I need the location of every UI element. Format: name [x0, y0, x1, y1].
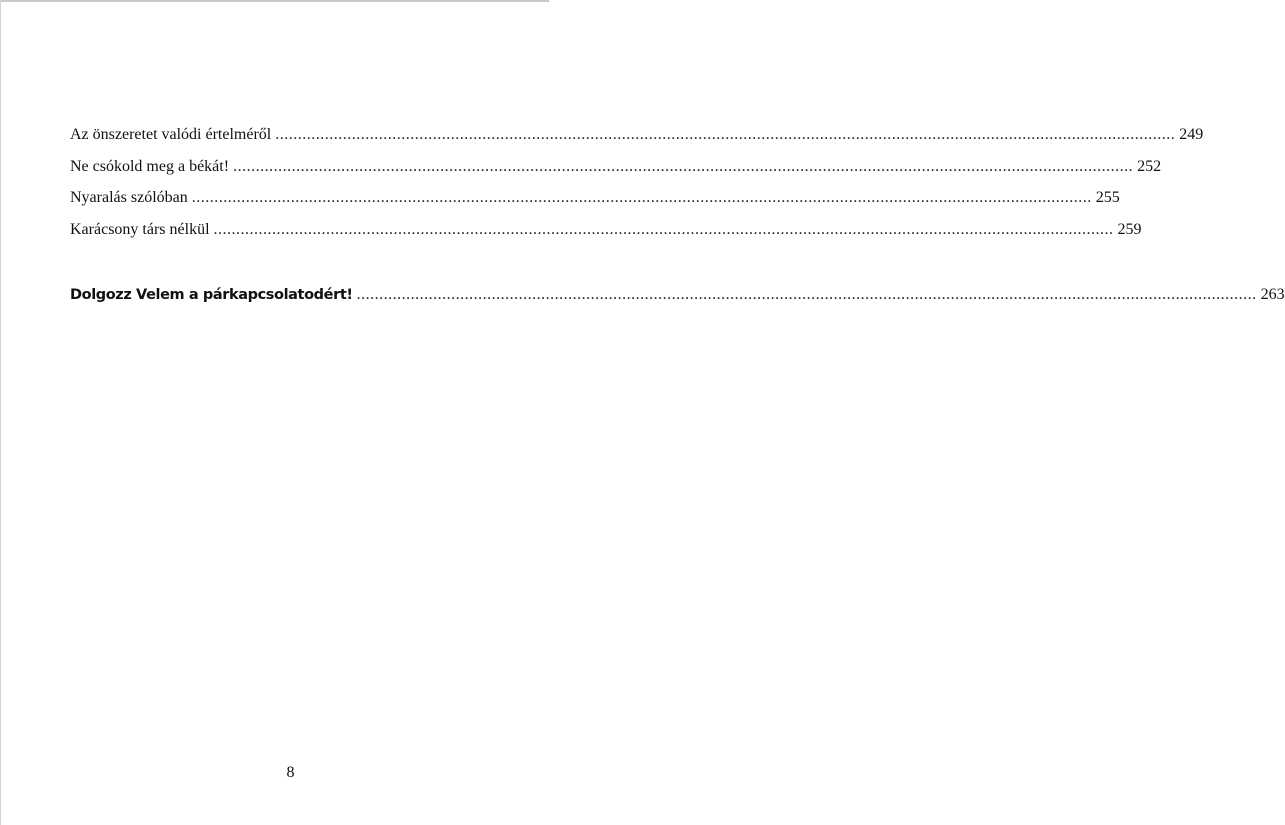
- toc-chapter-title: Dolgozz Velem a párkapcsolatodért!: [70, 287, 353, 303]
- toc-entry-page: 249: [1179, 126, 1204, 143]
- left-border-line: [0, 0, 1, 825]
- toc-chapter-page: 263: [1260, 286, 1285, 303]
- toc-entry-page: 259: [1117, 220, 1142, 238]
- page-number: 8: [286, 764, 295, 781]
- table-of-contents: [70, 125, 1285, 317]
- toc-entry-nyaralas: [70, 188, 1120, 220]
- toc-entry-karacsony: [70, 220, 1142, 252]
- toc-spacer: [70, 251, 513, 285]
- toc-entry-page: 255: [1095, 189, 1120, 206]
- dot-leader: ........................................................................................................................................................................................................: [275, 126, 1176, 143]
- top-border-line: [0, 0, 549, 2]
- dot-leader: ........................................................................................................................................................................................................: [191, 189, 1092, 206]
- toc-entry-title: Karácsony társ nélkül: [70, 220, 210, 238]
- dot-leader: ........................................................................................................................................................................................................: [213, 220, 1114, 238]
- toc-entry-page: 252: [1137, 157, 1162, 175]
- toc-entry-title: Ne csókold meg a békát!: [70, 157, 230, 175]
- dot-leader: ........................................................................................................................................................................................................: [233, 157, 1134, 175]
- toc-entry-onszeretet: [70, 125, 1204, 157]
- toc-entry-title: Nyaralás szólóban: [70, 189, 188, 206]
- toc-entry-title: Az önszeretet valódi értelméről: [70, 126, 272, 143]
- toc-chapter-dolgozz-velem: [70, 285, 1285, 317]
- dot-leader: ........................................................................................................................................................................................................: [356, 286, 1257, 303]
- toc-entry-bekat: [70, 157, 1162, 189]
